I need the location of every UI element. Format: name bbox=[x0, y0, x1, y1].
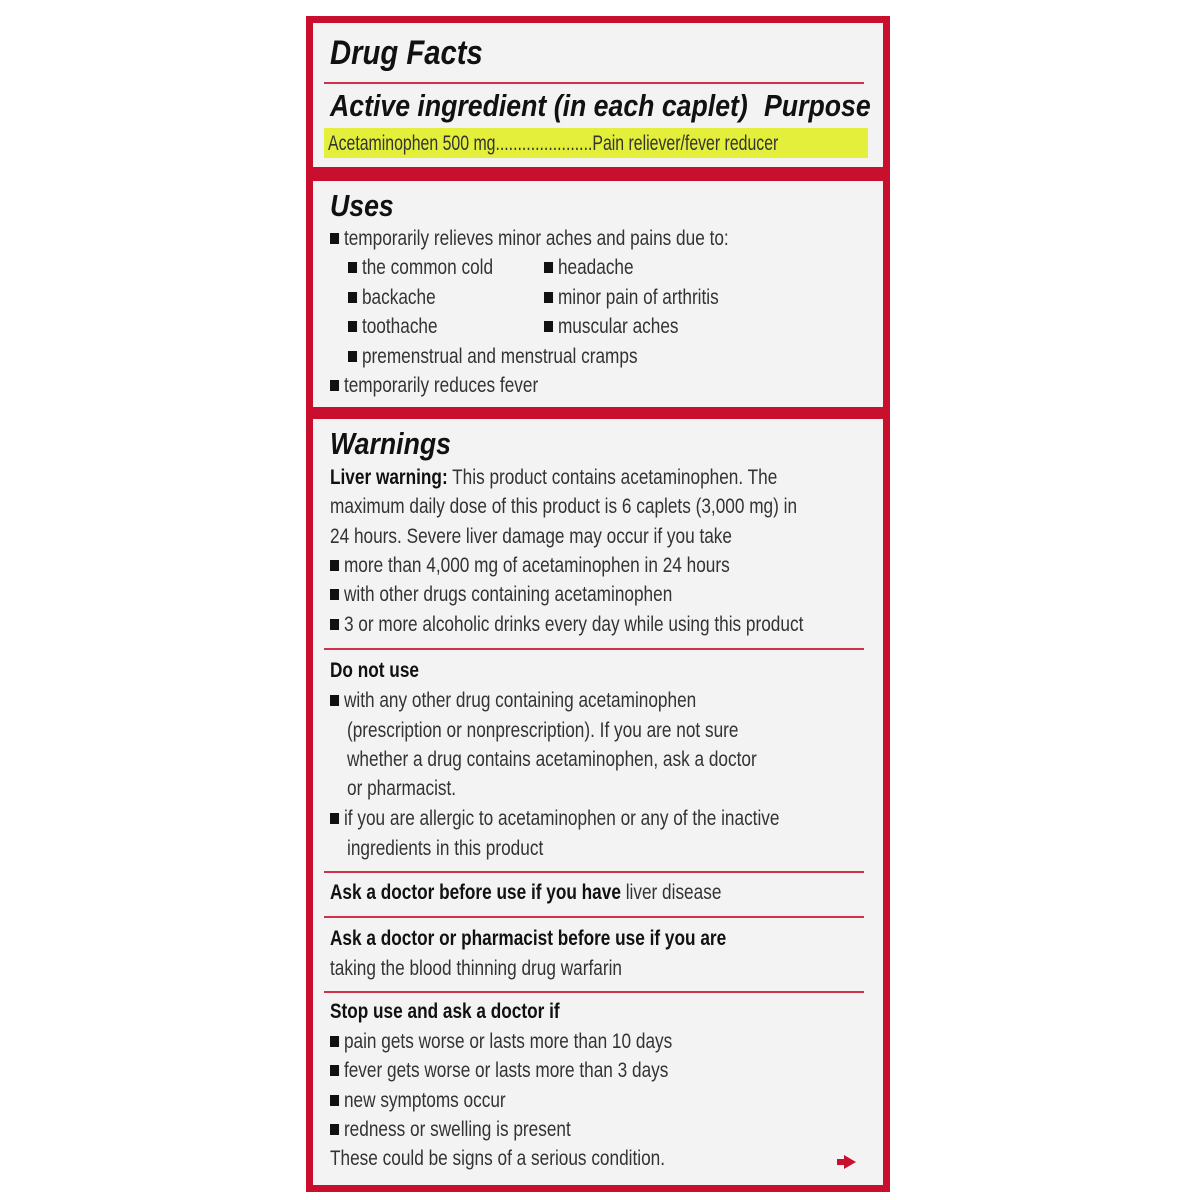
liver-warning-line: Liver warning: This product contains acetaminophen. The bbox=[330, 466, 778, 489]
liver-warning-line: maximum daily dose of this product is 6 caplets (3,000 mg) in bbox=[330, 495, 798, 518]
bullet-icon bbox=[330, 695, 339, 706]
stop-use-footer: These could be signs of a serious condition. bbox=[330, 1147, 666, 1170]
bullet-icon bbox=[330, 1065, 339, 1076]
stop-use-heading: Stop use and ask a doctor if bbox=[330, 1000, 560, 1023]
do-not-use-line: whether a drug contains acetaminophen, ask a doctor bbox=[347, 748, 757, 771]
ask-doctor-line: Ask a doctor before use if you have liver disease bbox=[330, 881, 722, 904]
list-item: fever gets worse or lasts more than 3 days bbox=[330, 1060, 668, 1081]
warnings-heading: Warnings bbox=[330, 426, 451, 461]
list-item: if you are allergic to acetaminophen or any of the inactive bbox=[330, 808, 779, 829]
bullet-icon bbox=[348, 292, 357, 303]
list-item: the common cold bbox=[348, 257, 493, 278]
list-item: temporarily reduces fever bbox=[330, 375, 538, 396]
list-item: temporarily relieves minor aches and pains due to: bbox=[330, 228, 729, 249]
divider bbox=[324, 648, 864, 650]
list-item: with any other drug containing acetaminophen bbox=[330, 690, 696, 711]
liver-warning-line: 24 hours. Severe liver damage may occur if you take bbox=[330, 525, 733, 548]
bullet-icon bbox=[544, 292, 553, 303]
do-not-use-line: (prescription or nonprescription). If you are not sure bbox=[347, 719, 739, 742]
list-item: minor pain of arthritis bbox=[544, 287, 719, 308]
purpose-heading: Purpose bbox=[764, 88, 871, 123]
ingredient-line: Acetaminophen 500 mg......................Pain reliever/fever reducer bbox=[328, 132, 779, 155]
do-not-use-heading: Do not use bbox=[330, 659, 419, 682]
list-item: toothache bbox=[348, 316, 438, 337]
active-ingredient-heading: Active ingredient (in each caplet) bbox=[330, 88, 748, 123]
bullet-icon bbox=[330, 560, 339, 571]
bullet-icon bbox=[348, 321, 357, 332]
list-item: with other drugs containing acetaminophen bbox=[330, 584, 672, 605]
uses-heading: Uses bbox=[330, 188, 394, 223]
do-not-use-line: or pharmacist. bbox=[347, 777, 457, 800]
bullet-icon bbox=[544, 262, 553, 273]
bullet-icon bbox=[330, 589, 339, 600]
ask-pharmacist-heading: Ask a doctor or pharmacist before use if you are bbox=[330, 927, 727, 950]
allergy-line: ingredients in this product bbox=[347, 837, 544, 860]
list-item: new symptoms occur bbox=[330, 1090, 506, 1111]
bullet-icon bbox=[348, 262, 357, 273]
ask-pharmacist-text: taking the blood thinning drug warfarin bbox=[330, 957, 622, 980]
bullet-icon bbox=[330, 1095, 339, 1106]
list-item: pain gets worse or lasts more than 10 days bbox=[330, 1031, 672, 1052]
bullet-icon bbox=[330, 1036, 339, 1047]
bullet-icon bbox=[544, 321, 553, 332]
bullet-icon bbox=[348, 351, 357, 362]
drug-facts-title: Drug Facts bbox=[330, 34, 483, 72]
list-item: more than 4,000 mg of acetaminophen in 24 hours bbox=[330, 555, 730, 576]
divider bbox=[324, 871, 864, 873]
bullet-icon bbox=[330, 619, 339, 630]
bullet-icon bbox=[330, 233, 339, 244]
list-item: redness or swelling is present bbox=[330, 1119, 571, 1140]
bullet-icon bbox=[330, 1124, 339, 1135]
list-item: headache bbox=[544, 257, 634, 278]
divider bbox=[324, 82, 864, 84]
list-item: 3 or more alcoholic drinks every day while using this product bbox=[330, 614, 803, 635]
list-item: muscular aches bbox=[544, 316, 679, 337]
bullet-icon bbox=[330, 380, 339, 391]
list-item: backache bbox=[348, 287, 436, 308]
divider bbox=[324, 916, 864, 918]
list-item: premenstrual and menstrual cramps bbox=[348, 346, 638, 367]
bullet-icon bbox=[330, 813, 339, 824]
continued-arrow-icon bbox=[844, 1155, 856, 1169]
divider bbox=[324, 991, 864, 993]
